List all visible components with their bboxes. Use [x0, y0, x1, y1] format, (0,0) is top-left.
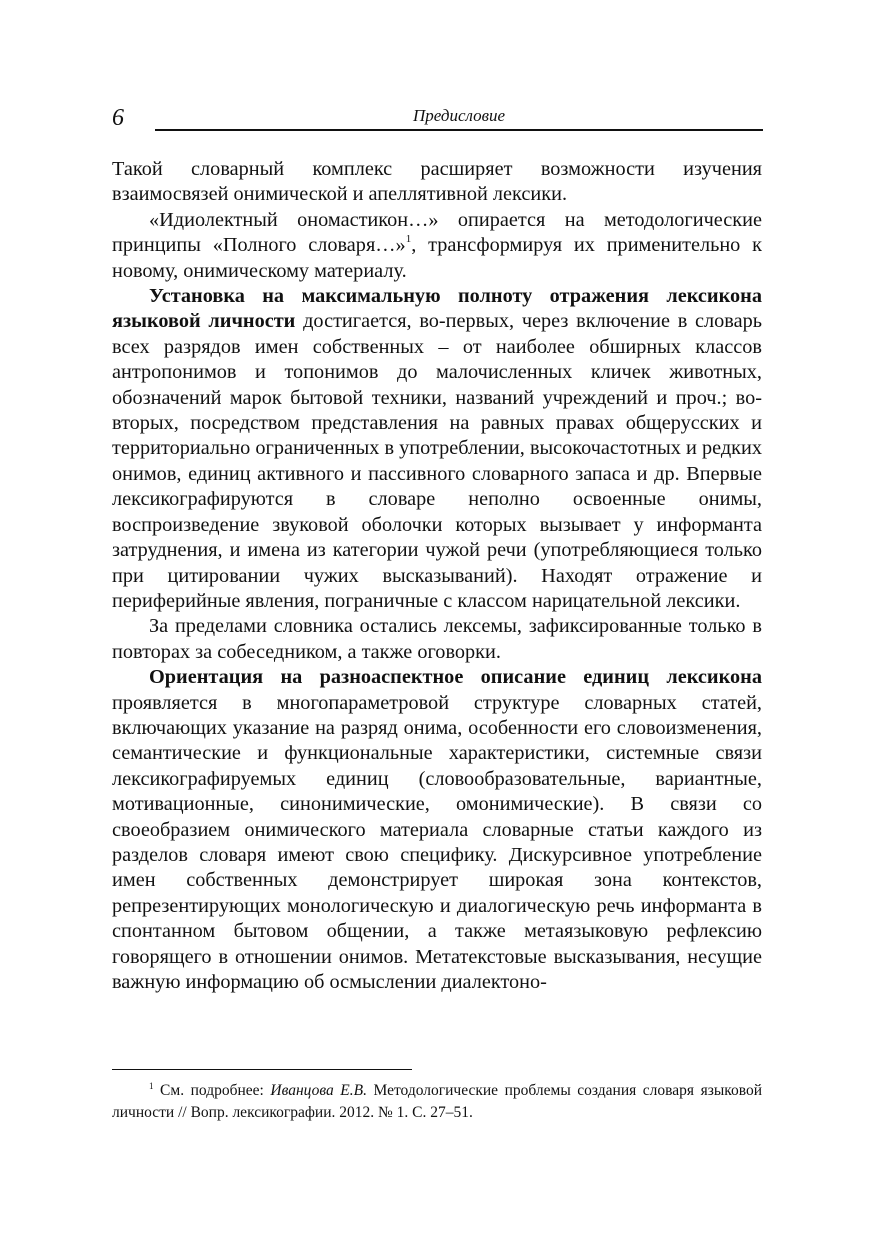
footnote-citation: Методологические проблемы создания словаря языковой личности // Вопр. лексикографии. 2012. № 1. С. 27–51. — [112, 1082, 762, 1121]
body-text — [112, 157, 762, 995]
footnote-text: См. подробнее: — [153, 1082, 271, 1099]
paragraph-3 — [112, 284, 762, 614]
header-rule — [155, 129, 763, 131]
paragraph-4: За пределами словника остались лексемы, зафиксированные только в повторах за собеседником, а также оговорки. — [112, 615, 762, 663]
paragraph-1: Такой словарный комплекс расширяет возможности изучения взаимосвязей онимической и апеллятивной лексики. — [112, 158, 762, 206]
footnote-author: Иванцова Е.В. — [270, 1082, 367, 1099]
paragraph-5 — [112, 665, 762, 995]
footnote-rule — [112, 1069, 412, 1070]
paragraph-5-text: проявляется в многопараметровой структуре словарных статей, включающих указание на разряд онима, особенности его словоизменения, семантические и функциональные характеристики, системные связи лексикографируемых единиц (словообразовательные, вариантные, мотивационные, синонимические, омонимические). В связи со своеобразием онимического материала словарные статьи каждого из разделов словаря имеют свою специфику. Дискурсивное употребление имен собственных демонстрирует широкая зона контекстов, репрезентирующих монологическую и диалогическую речь информанта в спонтанном бытовом общении, а также метаязыковую рефлексию говорящего в отношении онимов. Метатекстовые высказывания, несущие важную информацию об осмыслении диалектоно- — [112, 691, 762, 993]
paragraph-5-heading: Ориентация на разноаспектное описание единиц лексикона — [149, 666, 762, 689]
page-number: 6 — [112, 105, 124, 131]
paragraph-2-text-end: , трансформируя их применительно к новому, онимическому материалу. — [112, 234, 762, 282]
paragraph-2 — [112, 208, 762, 284]
footnote — [112, 1080, 762, 1124]
running-title: Предисловие — [412, 106, 506, 125]
footnote-reference[interactable]: 1 — [405, 233, 412, 246]
paragraph-3-text: достигается, во-первых, через включение в словарь всех разрядов имен собственных – от наиболее обширных классов антропонимов и топонимов до малочисленных кличек животных, обозначений марок бытовой техники, названий учреждений и проч.; во-вторых, посредством представления на равных правах общерусских и территориально ограниченных в употреблении, высокочастотных и редких онимов, единиц активного и пассивного словарного запаса и др. Впервые лексикографируются в словаре неполно освоенные онимы, воспроизведение звуковой оболочки которых вызывает у информанта затруднения, и имена из категории чужой речи (употребляющиеся только при цитировании чужих высказываний). Находят отражение и периферийные явления, пограничные с классом нарицательной лексики. — [112, 310, 763, 612]
paragraph-2-text: «Идиолектный ономастикон…» опирается на методологические принципы «Полного словаря…» — [112, 208, 762, 257]
footnote-marker: 1 — [149, 1081, 154, 1091]
paragraph-3-heading: Установка на максимальную полноту отражения лексикона языковой личности — [112, 285, 762, 333]
